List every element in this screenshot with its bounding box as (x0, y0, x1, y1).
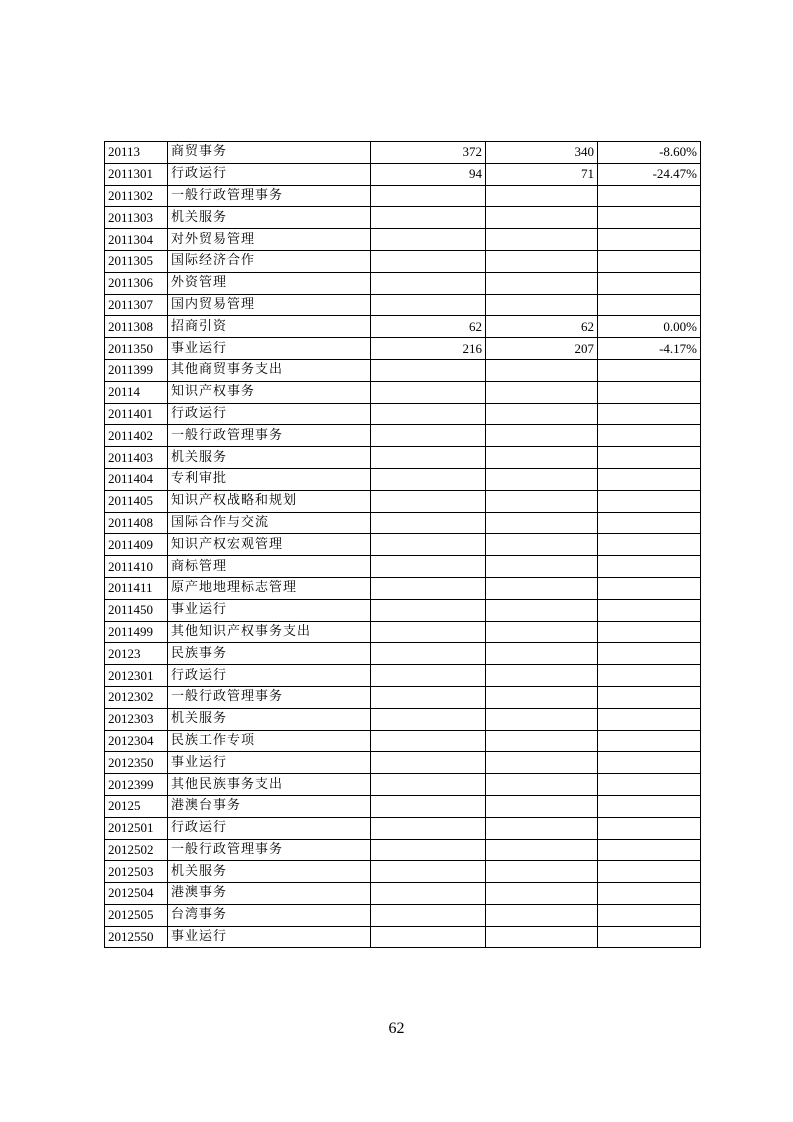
value-2-cell (486, 774, 598, 796)
value-1-cell (371, 250, 486, 272)
subject-code-cell: 2011403 (105, 447, 168, 469)
value-2-cell (486, 468, 598, 490)
subject-name-cell: 对外贸易管理 (168, 229, 371, 251)
subject-name-cell: 事业运行 (168, 926, 371, 948)
subject-name-cell: 商标管理 (168, 556, 371, 578)
value-2-cell (486, 795, 598, 817)
table-body (105, 142, 701, 948)
value-2-cell (486, 643, 598, 665)
subject-name-cell: 一般行政管理事务 (168, 185, 371, 207)
table-row (105, 185, 701, 207)
subject-code-cell: 2012303 (105, 708, 168, 730)
value-2-cell (486, 752, 598, 774)
change-rate-cell (598, 752, 701, 774)
change-rate-cell: -8.60% (598, 142, 701, 164)
subject-code-cell: 2011404 (105, 468, 168, 490)
value-1-cell (371, 730, 486, 752)
value-2-cell (486, 839, 598, 861)
value-2-cell (486, 730, 598, 752)
change-rate-cell: 0.00% (598, 316, 701, 338)
subject-name-cell: 国内贸易管理 (168, 294, 371, 316)
value-2-cell (486, 599, 598, 621)
table-row (105, 468, 701, 490)
budget-table (104, 141, 701, 948)
subject-code-cell: 2012350 (105, 752, 168, 774)
subject-code-cell: 2011450 (105, 599, 168, 621)
subject-code-cell: 2012505 (105, 904, 168, 926)
subject-name-cell: 知识产权战略和规划 (168, 490, 371, 512)
change-rate-cell (598, 708, 701, 730)
subject-name-cell: 行政运行 (168, 817, 371, 839)
table-row (105, 839, 701, 861)
change-rate-cell (598, 534, 701, 556)
table-row (105, 621, 701, 643)
subject-code-cell: 2011402 (105, 425, 168, 447)
value-1-cell (371, 512, 486, 534)
change-rate-cell (598, 359, 701, 381)
value-2-cell (486, 490, 598, 512)
value-1-cell (371, 904, 486, 926)
value-2-cell (486, 621, 598, 643)
value-2-cell (486, 425, 598, 447)
change-rate-cell (598, 730, 701, 752)
subject-name-cell: 台湾事务 (168, 904, 371, 926)
value-1-cell (371, 207, 486, 229)
subject-code-cell: 20125 (105, 795, 168, 817)
change-rate-cell (598, 774, 701, 796)
table-row (105, 403, 701, 425)
subject-name-cell: 其他民族事务支出 (168, 774, 371, 796)
table-row (105, 577, 701, 599)
value-2-cell (486, 665, 598, 687)
change-rate-cell (598, 926, 701, 948)
subject-code-cell: 2011350 (105, 338, 168, 360)
value-2-cell (486, 883, 598, 905)
subject-code-cell: 2012399 (105, 774, 168, 796)
subject-code-cell: 2011302 (105, 185, 168, 207)
value-1-cell (371, 686, 486, 708)
subject-code-cell: 2011410 (105, 556, 168, 578)
subject-name-cell: 国际经济合作 (168, 250, 371, 272)
subject-name-cell: 一般行政管理事务 (168, 686, 371, 708)
value-2-cell (486, 447, 598, 469)
table-row (105, 686, 701, 708)
subject-code-cell: 2012502 (105, 839, 168, 861)
value-2-cell (486, 904, 598, 926)
subject-name-cell: 商贸事务 (168, 142, 371, 164)
table-row (105, 447, 701, 469)
table-row (105, 207, 701, 229)
change-rate-cell (598, 556, 701, 578)
table-row (105, 599, 701, 621)
subject-code-cell: 2012302 (105, 686, 168, 708)
change-rate-cell (598, 490, 701, 512)
subject-name-cell: 专利审批 (168, 468, 371, 490)
table-row (105, 665, 701, 687)
subject-code-cell: 2012301 (105, 665, 168, 687)
change-rate-cell (598, 883, 701, 905)
value-1-cell (371, 425, 486, 447)
change-rate-cell (598, 643, 701, 665)
value-2-cell: 71 (486, 163, 598, 185)
change-rate-cell (598, 599, 701, 621)
change-rate-cell (598, 839, 701, 861)
subject-name-cell: 一般行政管理事务 (168, 839, 371, 861)
change-rate-cell (598, 512, 701, 534)
value-1-cell (371, 599, 486, 621)
change-rate-cell (598, 795, 701, 817)
change-rate-cell (598, 425, 701, 447)
value-1-cell (371, 643, 486, 665)
value-2-cell (486, 686, 598, 708)
subject-code-cell: 20113 (105, 142, 168, 164)
subject-code-cell: 20123 (105, 643, 168, 665)
subject-name-cell: 机关服务 (168, 861, 371, 883)
value-1-cell (371, 272, 486, 294)
subject-name-cell: 事业运行 (168, 599, 371, 621)
subject-code-cell: 2011405 (105, 490, 168, 512)
subject-code-cell: 2011401 (105, 403, 168, 425)
subject-code-cell: 2011499 (105, 621, 168, 643)
table-row (105, 730, 701, 752)
change-rate-cell (598, 403, 701, 425)
table-row (105, 861, 701, 883)
table-row (105, 338, 701, 360)
change-rate-cell (598, 577, 701, 599)
value-2-cell (486, 556, 598, 578)
subject-name-cell: 机关服务 (168, 708, 371, 730)
subject-code-cell: 2011408 (105, 512, 168, 534)
change-rate-cell (598, 817, 701, 839)
subject-name-cell: 事业运行 (168, 752, 371, 774)
table-row (105, 752, 701, 774)
subject-name-cell: 行政运行 (168, 403, 371, 425)
value-1-cell (371, 774, 486, 796)
value-1-cell (371, 534, 486, 556)
value-1-cell (371, 185, 486, 207)
table-row (105, 229, 701, 251)
subject-name-cell: 事业运行 (168, 338, 371, 360)
value-1-cell (371, 229, 486, 251)
value-1-cell (371, 839, 486, 861)
value-1-cell (371, 621, 486, 643)
table-row (105, 795, 701, 817)
table-row (105, 250, 701, 272)
page-number: 62 (388, 1020, 405, 1037)
subject-name-cell: 港澳事务 (168, 883, 371, 905)
subject-code-cell: 2011409 (105, 534, 168, 556)
value-1-cell (371, 359, 486, 381)
table-row (105, 512, 701, 534)
value-1-cell: 94 (371, 163, 486, 185)
table-row (105, 817, 701, 839)
table-row (105, 708, 701, 730)
value-2-cell (486, 381, 598, 403)
value-2-cell (486, 250, 598, 272)
table-row (105, 556, 701, 578)
value-1-cell (371, 556, 486, 578)
value-1-cell (371, 752, 486, 774)
value-1-cell (371, 294, 486, 316)
subject-code-cell: 2011303 (105, 207, 168, 229)
table-row (105, 272, 701, 294)
value-1-cell (371, 817, 486, 839)
subject-code-cell: 2011304 (105, 229, 168, 251)
subject-name-cell: 港澳台事务 (168, 795, 371, 817)
value-2-cell (486, 207, 598, 229)
value-2-cell (486, 861, 598, 883)
table-row (105, 163, 701, 185)
value-1-cell (371, 926, 486, 948)
change-rate-cell (598, 468, 701, 490)
table-row (105, 142, 701, 164)
subject-code-cell: 2012503 (105, 861, 168, 883)
value-2-cell (486, 185, 598, 207)
subject-name-cell: 行政运行 (168, 163, 371, 185)
subject-code-cell: 2011306 (105, 272, 168, 294)
table-row (105, 534, 701, 556)
table-row (105, 381, 701, 403)
value-1-cell (371, 883, 486, 905)
value-1-cell (371, 861, 486, 883)
subject-code-cell: 2011411 (105, 577, 168, 599)
subject-name-cell: 机关服务 (168, 207, 371, 229)
table-row (105, 425, 701, 447)
value-2-cell (486, 294, 598, 316)
change-rate-cell (598, 272, 701, 294)
table-row (105, 883, 701, 905)
change-rate-cell (598, 229, 701, 251)
subject-code-cell: 2011307 (105, 294, 168, 316)
subject-code-cell: 2011305 (105, 250, 168, 272)
value-1-cell: 216 (371, 338, 486, 360)
value-1-cell (371, 381, 486, 403)
value-1-cell (371, 403, 486, 425)
change-rate-cell (598, 250, 701, 272)
subject-name-cell: 知识产权事务 (168, 381, 371, 403)
subject-name-cell: 民族事务 (168, 643, 371, 665)
table-row (105, 316, 701, 338)
change-rate-cell (598, 185, 701, 207)
table-row (105, 294, 701, 316)
change-rate-cell (598, 904, 701, 926)
table-row (105, 904, 701, 926)
value-2-cell (486, 577, 598, 599)
value-2-cell (486, 403, 598, 425)
subject-code-cell: 2012550 (105, 926, 168, 948)
table-row (105, 774, 701, 796)
value-2-cell (486, 534, 598, 556)
value-2-cell (486, 272, 598, 294)
value-1-cell (371, 447, 486, 469)
value-2-cell (486, 512, 598, 534)
subject-name-cell: 外资管理 (168, 272, 371, 294)
subject-name-cell: 其他商贸事务支出 (168, 359, 371, 381)
change-rate-cell (598, 447, 701, 469)
value-1-cell (371, 468, 486, 490)
subject-name-cell: 原产地地理标志管理 (168, 577, 371, 599)
subject-name-cell: 知识产权宏观管理 (168, 534, 371, 556)
value-2-cell (486, 708, 598, 730)
value-1-cell (371, 490, 486, 512)
change-rate-cell (598, 381, 701, 403)
value-1-cell (371, 795, 486, 817)
subject-name-cell: 招商引资 (168, 316, 371, 338)
value-2-cell (486, 359, 598, 381)
subject-code-cell: 2011301 (105, 163, 168, 185)
change-rate-cell (598, 294, 701, 316)
subject-name-cell: 机关服务 (168, 447, 371, 469)
subject-code-cell: 2012501 (105, 817, 168, 839)
value-2-cell (486, 229, 598, 251)
value-2-cell (486, 817, 598, 839)
value-1-cell: 372 (371, 142, 486, 164)
subject-name-cell: 国际合作与交流 (168, 512, 371, 534)
value-2-cell: 62 (486, 316, 598, 338)
table-row (105, 359, 701, 381)
change-rate-cell: -4.17% (598, 338, 701, 360)
value-2-cell: 340 (486, 142, 598, 164)
change-rate-cell (598, 686, 701, 708)
table-row (105, 643, 701, 665)
subject-name-cell: 行政运行 (168, 665, 371, 687)
value-1-cell (371, 708, 486, 730)
table-row (105, 490, 701, 512)
change-rate-cell: -24.47% (598, 163, 701, 185)
subject-name-cell: 一般行政管理事务 (168, 425, 371, 447)
value-1-cell (371, 665, 486, 687)
change-rate-cell (598, 207, 701, 229)
table-row (105, 926, 701, 948)
subject-code-cell: 20114 (105, 381, 168, 403)
subject-code-cell: 2012504 (105, 883, 168, 905)
value-1-cell (371, 577, 486, 599)
subject-code-cell: 2011308 (105, 316, 168, 338)
subject-code-cell: 2011399 (105, 359, 168, 381)
subject-name-cell: 民族工作专项 (168, 730, 371, 752)
value-2-cell (486, 926, 598, 948)
change-rate-cell (598, 861, 701, 883)
change-rate-cell (598, 665, 701, 687)
subject-code-cell: 2012304 (105, 730, 168, 752)
value-2-cell: 207 (486, 338, 598, 360)
subject-name-cell: 其他知识产权事务支出 (168, 621, 371, 643)
change-rate-cell (598, 621, 701, 643)
value-1-cell: 62 (371, 316, 486, 338)
